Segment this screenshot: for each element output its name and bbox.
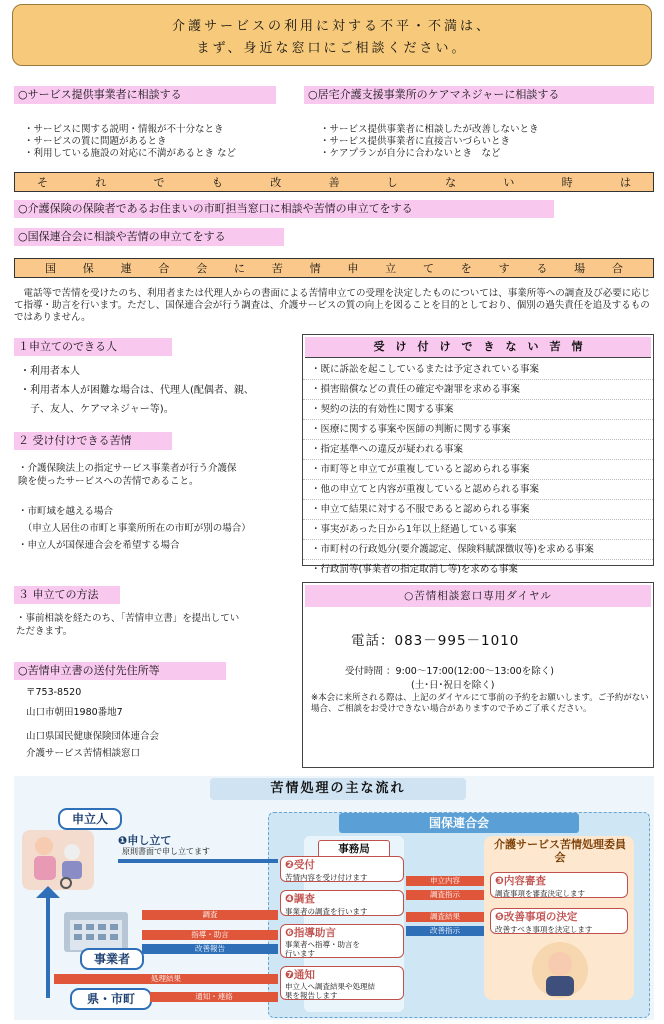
bar-char: 善 bbox=[328, 176, 340, 189]
list-item: ・既に訴訟を起こしているまたは予定されている事案 bbox=[303, 360, 653, 380]
header-banner bbox=[12, 4, 652, 66]
step2-box bbox=[280, 856, 404, 882]
bar-char: 保 bbox=[82, 262, 94, 275]
section2-title: ２ 受け付けできる苦情 bbox=[14, 432, 172, 450]
step5-box bbox=[490, 908, 628, 934]
list-item: ・申立て結果に対する不服であると認められる事案 bbox=[303, 500, 653, 520]
step2-desc: 苦情内容を受け付けます bbox=[285, 873, 368, 882]
address-title: ○苦情申立書の送付先住所等 bbox=[14, 662, 226, 680]
step4-desc: 事業者の調査を行います bbox=[285, 907, 368, 916]
banner-line-1: 介護サービスの利用に対する不平・不満は、 bbox=[171, 19, 492, 34]
not-improved-bar bbox=[14, 172, 654, 192]
list-item: ・指定基準への違反が疑われる事案 bbox=[303, 440, 653, 460]
bar-char: る bbox=[536, 262, 548, 275]
list-item: ・契約の法的有効性に関する事案 bbox=[303, 400, 653, 420]
bar-char: 国 bbox=[45, 262, 56, 275]
arrow-notification: 通知・連絡 bbox=[150, 992, 278, 1002]
secretariat-label: 事務局 bbox=[318, 840, 390, 858]
bar-char: そ bbox=[37, 176, 48, 189]
business-label: 事業者 bbox=[80, 948, 144, 970]
flow-title: 苦情処理の主な流れ bbox=[210, 778, 466, 800]
text-line: 険を使ったサービスへの苦情であること。 bbox=[18, 476, 199, 487]
list-item: ・損害賠償などの責任の確定や謝罪を求める事案 bbox=[303, 380, 653, 400]
option-city-office: ○介護保険の保険者であるお住まいの市町担当窓口に相談や苦情の申立てをする bbox=[14, 200, 554, 218]
bar-char: で bbox=[153, 176, 165, 189]
intro-paragraph: 電話等で苦情を受けたのち、利用者または代理人からの書面による苦情申立ての受理を決定したものについては、事業所等への調査及び必要に応じて指導・助言を行います。ただし、国保連合会が行う調査は、介護サービスの質の向上を図ることを目的としており、個別の過失責任を追及するものではありません。 bbox=[14, 288, 651, 323]
arrow-guidance: 指導・助言 bbox=[142, 930, 278, 940]
step3-title: ❸内容審査 bbox=[495, 875, 546, 887]
option-kokuho: ○国保連合会に相談や苦情の申立てをする bbox=[14, 228, 284, 246]
list-item: ・市町等と申立てが重複していると認められる事案 bbox=[303, 460, 653, 480]
list-item: ・サービスの質に問題があるとき bbox=[24, 136, 167, 147]
text-line: ・事前相談を経たのち、「苦情申立書」を提出してい bbox=[16, 613, 240, 624]
step4-box bbox=[280, 890, 404, 916]
kokuho-label: 国保連合会 bbox=[339, 813, 579, 833]
dial-note: ※本会に来所される際は、上記のダイヤルにて事前の予約をお願いします。ご予約がない場合、ご相談をお受けできない場合がありますので予めご了承ください。 bbox=[311, 693, 649, 714]
banner-line-2: まず、身近な窓口にご相談ください。 bbox=[196, 41, 468, 56]
applicant-illustration bbox=[22, 830, 94, 890]
building-icon bbox=[64, 912, 128, 952]
list-item: ・サービス提供事業者に直接言いづらいとき bbox=[320, 136, 511, 147]
office-name: 介護サービス苦情相談窓口 bbox=[26, 748, 141, 759]
bar-char: な bbox=[445, 176, 457, 189]
hours-line-2: (土･日･祝日を除く) bbox=[411, 680, 495, 691]
applicant-label: 申立人 bbox=[58, 808, 122, 830]
list-item: ・サービス提供事業者に相談したが改善しないとき bbox=[320, 124, 539, 135]
step3-desc: 調査事項を審査決定します bbox=[495, 889, 585, 898]
section1-body bbox=[20, 362, 290, 419]
bar-char: に bbox=[233, 262, 245, 275]
bar-char: を bbox=[460, 262, 472, 275]
committee-label: 介護サービス苦情処理委員会 bbox=[494, 838, 626, 864]
address-body bbox=[26, 684, 286, 762]
unacceptable-complaints-box bbox=[302, 334, 654, 575]
bar-char: は bbox=[619, 176, 631, 189]
step7-box bbox=[280, 966, 404, 1000]
section3-title: ３ 申立ての方法 bbox=[14, 586, 120, 604]
dial-title: ○苦情相談窓口専用ダイヤル bbox=[305, 585, 651, 607]
unacceptable-title: 受 け 付 け で き な い 苦 情 bbox=[305, 337, 651, 358]
elderly-caregiver-icon bbox=[22, 830, 94, 890]
bar-char: 立 bbox=[385, 262, 397, 275]
text-line: ただきます。 bbox=[16, 626, 73, 637]
hours-line-1: 受付時間 ：9:00～17:00(12:00～13:00を除く) bbox=[345, 666, 554, 677]
arrow-improvement-order: 改善指示 bbox=[406, 926, 484, 936]
bar-char: て bbox=[422, 262, 434, 275]
advisor-illustration bbox=[532, 942, 588, 998]
postal-code: 〒753-8520 bbox=[26, 687, 82, 698]
text-line bbox=[18, 488, 298, 501]
arrow-complaint-content: 申立内容 bbox=[406, 876, 484, 886]
list-item: ・事実があった日から1年以上経過している事案 bbox=[303, 520, 653, 540]
arrow-investigation-result: 調査結果 bbox=[406, 912, 484, 922]
bar-char: 苦 bbox=[271, 262, 283, 275]
arrow-processing-result: 処理結果 bbox=[54, 974, 278, 984]
bar-char: 時 bbox=[561, 176, 573, 189]
bar-char: し bbox=[386, 176, 398, 189]
list-item: ・サービスに関する説明・情報が不十分なとき bbox=[24, 124, 224, 135]
arrow-investigation-order: 調査指示 bbox=[406, 890, 484, 900]
text-line: ・介護保険法上の指定サービス事業者が行う介護保 bbox=[18, 463, 237, 474]
bar-char: れ bbox=[95, 176, 107, 189]
step7-title: ❼通知 bbox=[285, 969, 315, 981]
dial-box bbox=[302, 582, 654, 768]
step1-desc: 原則書面で申し立てます bbox=[122, 847, 210, 856]
step2-title: ❷受付 bbox=[285, 859, 315, 871]
text-line: ・申立人が国保連合会を希望する場合 bbox=[18, 540, 180, 551]
bar-char: も bbox=[211, 176, 223, 189]
step7-desc: 申立人へ調査結果や処理結果を報告します bbox=[285, 982, 375, 1000]
bar-char: い bbox=[503, 176, 515, 189]
step1-title: ❶申し立て bbox=[118, 834, 172, 847]
step6-desc: 事業者へ指導・助言を行います bbox=[285, 940, 360, 958]
arrow-investigation: 調査 bbox=[142, 910, 278, 920]
step5-desc: 改善すべき事項を決定します bbox=[495, 925, 593, 934]
bar-char: 申 bbox=[347, 262, 359, 275]
section2-body bbox=[18, 462, 298, 552]
consult-caremanager-list bbox=[320, 124, 640, 160]
bar-char: 合 bbox=[611, 262, 623, 275]
step5-title: ❺改善事項の決定 bbox=[495, 911, 578, 923]
bar-char: 情 bbox=[309, 262, 321, 275]
unacceptable-list bbox=[303, 360, 653, 579]
list-item: ・ケアプランが自分に合わないとき など bbox=[320, 148, 501, 159]
bar-char: 改 bbox=[270, 176, 282, 189]
list-item: ・市町村の行政処分(要介護認定、保険料賦課徴収等)を求める事案 bbox=[303, 540, 653, 560]
flow-diagram bbox=[14, 776, 654, 1020]
bar-char: 合 bbox=[158, 262, 170, 275]
bar-char: す bbox=[498, 262, 510, 275]
section3-body bbox=[16, 612, 286, 638]
step4-title: ❹調査 bbox=[285, 893, 315, 905]
arrow-up-head bbox=[36, 886, 60, 898]
arrow-vertical-left bbox=[46, 894, 50, 998]
step6-title: ❻指導助言 bbox=[285, 927, 336, 939]
prefcity-label: 県・市町 bbox=[70, 988, 152, 1010]
org-name: 山口県国民健康保険団体連合会 bbox=[26, 731, 160, 742]
list-item: ・他の申立てと内容が重複していると認められる事案 bbox=[303, 480, 653, 500]
step3-box bbox=[490, 872, 628, 898]
consult-provider-title: ○サービス提供事業者に相談する bbox=[14, 86, 276, 104]
list-item: ・利用している施設の対応に不満があるとき など bbox=[24, 148, 237, 159]
arrow-applicant-to-reception bbox=[118, 859, 278, 863]
consult-caremanager-title: ○居宅介護支援事業所のケアマネジャーに相談する bbox=[304, 86, 654, 104]
text-line: ・利用者本人が困難な場合は、代理人(配偶者、親、 bbox=[20, 385, 254, 396]
complaint-bar bbox=[14, 258, 654, 278]
list-item: ・医療に関する事案や医師の判断に関する事案 bbox=[303, 420, 653, 440]
phone-number: 電話：083－995－1010 bbox=[351, 633, 520, 649]
consult-provider-list bbox=[24, 124, 294, 160]
list-item: ・行政罰等(事業者の指定取消し等)を求める事案 bbox=[311, 564, 518, 575]
street-address: 山口市朝田1980番地7 bbox=[26, 707, 123, 718]
step6-box bbox=[280, 924, 404, 958]
text-line: （申立人居住の市町と事業所所在の市町が別の場合） bbox=[18, 523, 251, 534]
text-line: ・市町域を越える場合 bbox=[18, 506, 114, 517]
arrow-improvement-report: 改善報告 bbox=[142, 944, 278, 954]
section1-title: １申立てのできる人 bbox=[14, 338, 172, 356]
bar-char: 会 bbox=[196, 262, 208, 275]
bar-char: 場 bbox=[574, 262, 586, 275]
text-line: 子、友人、ケアマネジャー等)。 bbox=[20, 404, 174, 415]
text-line: ・利用者本人 bbox=[20, 366, 80, 377]
bar-char: 連 bbox=[120, 262, 132, 275]
